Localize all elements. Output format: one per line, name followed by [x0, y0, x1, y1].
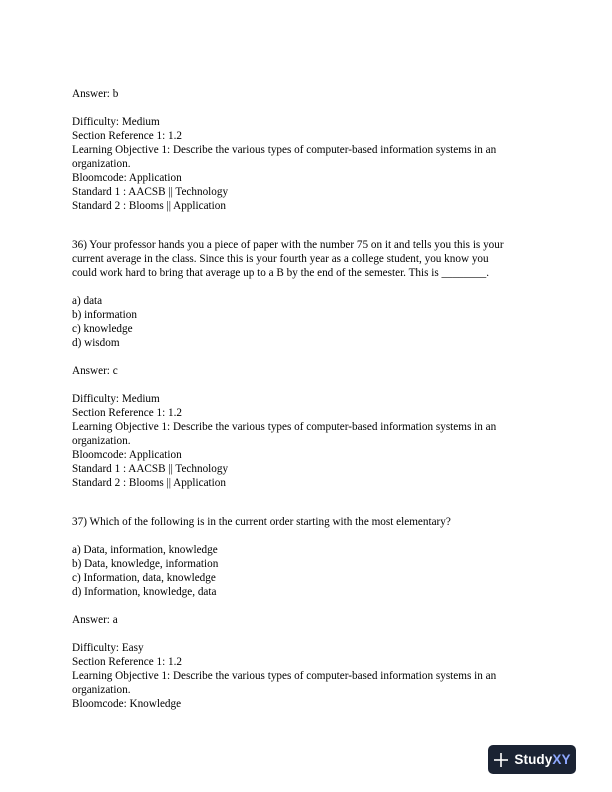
answer-line: Answer: b [72, 88, 119, 100]
standard-line: Standard 1 : AACSB || Technology [72, 186, 229, 198]
learning-objective-line: Learning Objective 1: Describe the various types of computer-based information systems in an [72, 670, 497, 682]
learning-objective-line: Learning Objective 1: Describe the various types of computer-based information systems in an [72, 144, 497, 156]
answer-option: d) Information, knowledge, data [72, 586, 217, 598]
answer-option: b) information [72, 309, 137, 321]
answer-option: a) data [72, 295, 103, 307]
difficulty-line: Difficulty: Easy [72, 642, 144, 654]
learning-objective-line: organization. [72, 684, 131, 696]
question-text: 37) Which of the following is in the current order starting with the most elementary? [72, 516, 451, 528]
difficulty-line: Difficulty: Medium [72, 393, 160, 405]
brand-text-xy: XY [552, 752, 571, 767]
answer-option: c) knowledge [72, 323, 133, 335]
standard-line: Standard 2 : Blooms || Application [72, 477, 226, 489]
answer-option: d) wisdom [72, 337, 120, 349]
answer-option: b) Data, knowledge, information [72, 558, 219, 570]
answer-option: a) Data, information, knowledge [72, 544, 218, 556]
bloomcode-line: Bloomcode: Application [72, 449, 182, 461]
section-reference-line: Section Reference 1: 1.2 [72, 656, 182, 668]
section-reference-line: Section Reference 1: 1.2 [72, 407, 182, 419]
difficulty-line: Difficulty: Medium [72, 116, 160, 128]
learning-objective-line: organization. [72, 435, 131, 447]
studyxy-badge[interactable] [488, 745, 576, 774]
section-reference-line: Section Reference 1: 1.2 [72, 130, 182, 142]
brand-text-study: Study [514, 752, 553, 767]
standard-line: Standard 2 : Blooms || Application [72, 200, 226, 212]
learning-objective-line: organization. [72, 158, 131, 170]
answer-option: c) Information, data, knowledge [72, 572, 216, 584]
learning-objective-line: Learning Objective 1: Describe the various types of computer-based information systems in an [72, 421, 497, 433]
question-text: current average in the class. Since this is your fourth year as a college student, you know you [72, 253, 489, 265]
bloomcode-line: Bloomcode: Application [72, 172, 182, 184]
answer-line: Answer: a [72, 614, 118, 626]
bloomcode-line: Bloomcode: Knowledge [72, 698, 182, 710]
standard-line: Standard 1 : AACSB || Technology [72, 463, 229, 475]
question-text: 36) Your professor hands you a piece of paper with the number 75 on it and tells you this is your [72, 239, 504, 251]
answer-line: Answer: c [72, 365, 118, 377]
plus-icon [493, 752, 509, 768]
studyxy-logo-text [514, 752, 570, 767]
question-text: could work hard to bring that average up to a B by the end of the semester. This is ________. [72, 267, 490, 279]
